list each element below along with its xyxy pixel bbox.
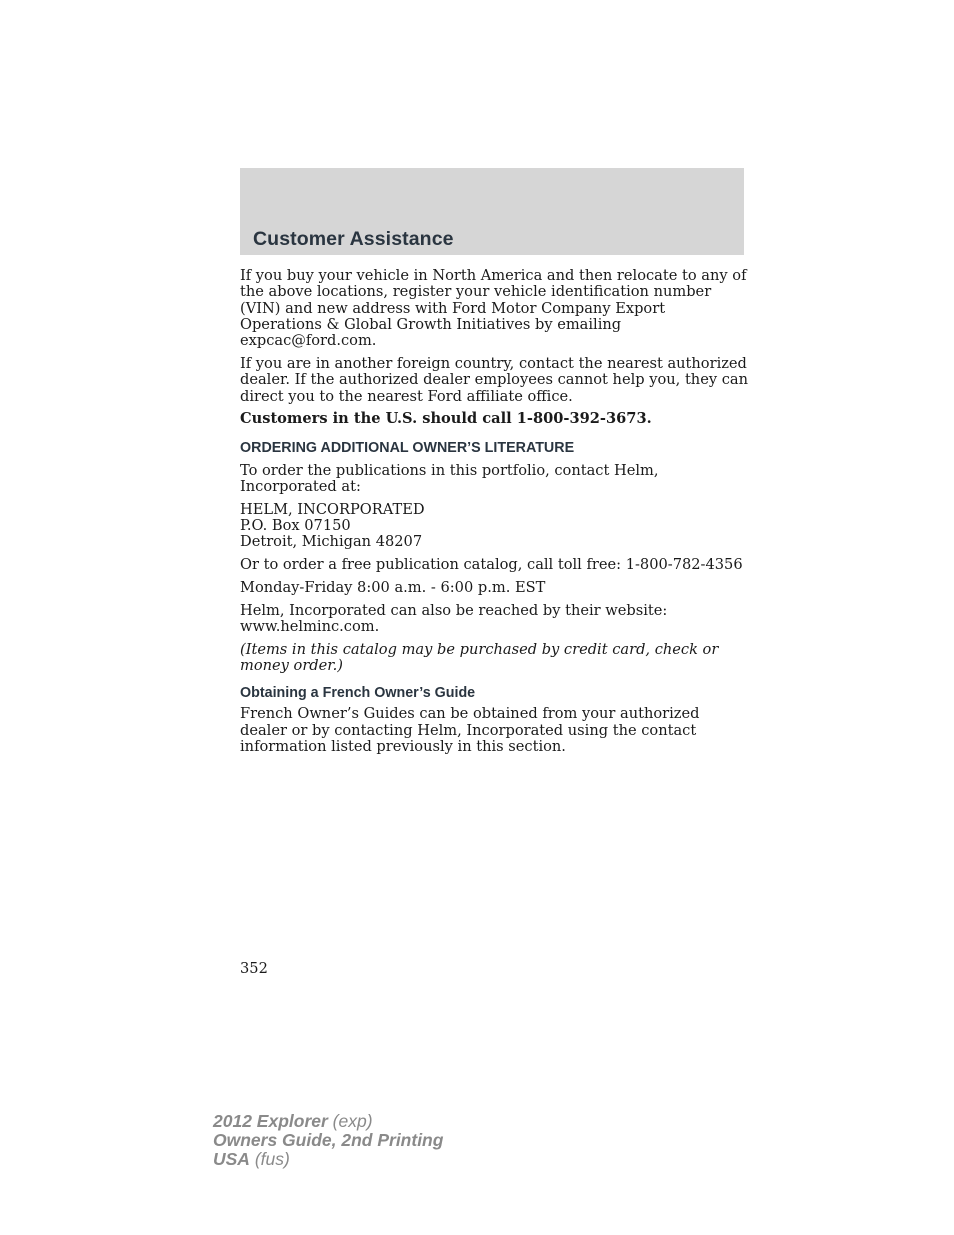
heading-ordering-literature: ORDERING ADDITIONAL OWNER’S LITERATURE xyxy=(240,439,575,456)
footer-market: USA xyxy=(213,1149,250,1169)
paragraph-hours: Monday-Friday 8:00 a.m. - 6:00 p.m. EST xyxy=(240,578,546,596)
paragraph-order-intro: To order the publications in this portfolio, contact Helm, Incorporated at: xyxy=(240,461,659,495)
address-line-2: P.O. Box 07150 xyxy=(240,517,351,535)
heading-french-guide: Obtaining a French Owner’s Guide xyxy=(240,685,476,702)
paragraph-catalog-phone: Or to order a free publication catalog, call toll free: 1-800-782-4356 xyxy=(240,556,743,574)
paragraph-relocation: If you buy your vehicle in North America and then relocate to any of the above locations, register your vehicle identification number (VIN) and new address with Ford Motor Company Export Operations & Global Growth Initiatives by emailing expcac@ford.com. xyxy=(240,267,747,350)
helm-address xyxy=(240,502,750,551)
footer-market-code: (fus) xyxy=(249,1149,290,1169)
footer-line-2 xyxy=(213,1131,443,1150)
page-number: 352 xyxy=(240,960,268,977)
document-footer xyxy=(213,1112,443,1169)
paragraph-payment-note: (Items in this catalog may be purchased by credit card, check or money order.) xyxy=(240,640,719,675)
address-line-3: Detroit, Michigan 48207 xyxy=(240,533,423,551)
footer-model: 2012 Explorer xyxy=(213,1111,328,1131)
page-content xyxy=(240,268,750,762)
footer-guide-edition: Owners Guide, 2nd Printing xyxy=(213,1130,444,1150)
footer-model-code: (exp) xyxy=(327,1111,373,1131)
address-line-1: HELM, INCORPORATED xyxy=(240,500,425,518)
section-title: Customer Assistance xyxy=(253,228,454,250)
paragraph-website: Helm, Incorporated can also be reached by their website: www.helminc.com. xyxy=(240,601,668,636)
footer-line-1 xyxy=(213,1112,443,1131)
section-header-band xyxy=(240,168,744,255)
paragraph-foreign-country: If you are in another foreign country, contact the nearest authorized dealer. If the authorized dealer employees cannot help you, they can direct you to the nearest Ford affiliate office. xyxy=(240,354,749,405)
footer-line-3 xyxy=(213,1150,443,1169)
paragraph-us-phone: Customers in the U.S. should call 1-800-392-3673. xyxy=(240,410,652,428)
paragraph-french-guide: French Owner’s Guides can be obtained from your authorized dealer or by contacting Helm, Incorporated using the contact information listed previously in this section. xyxy=(240,705,700,756)
